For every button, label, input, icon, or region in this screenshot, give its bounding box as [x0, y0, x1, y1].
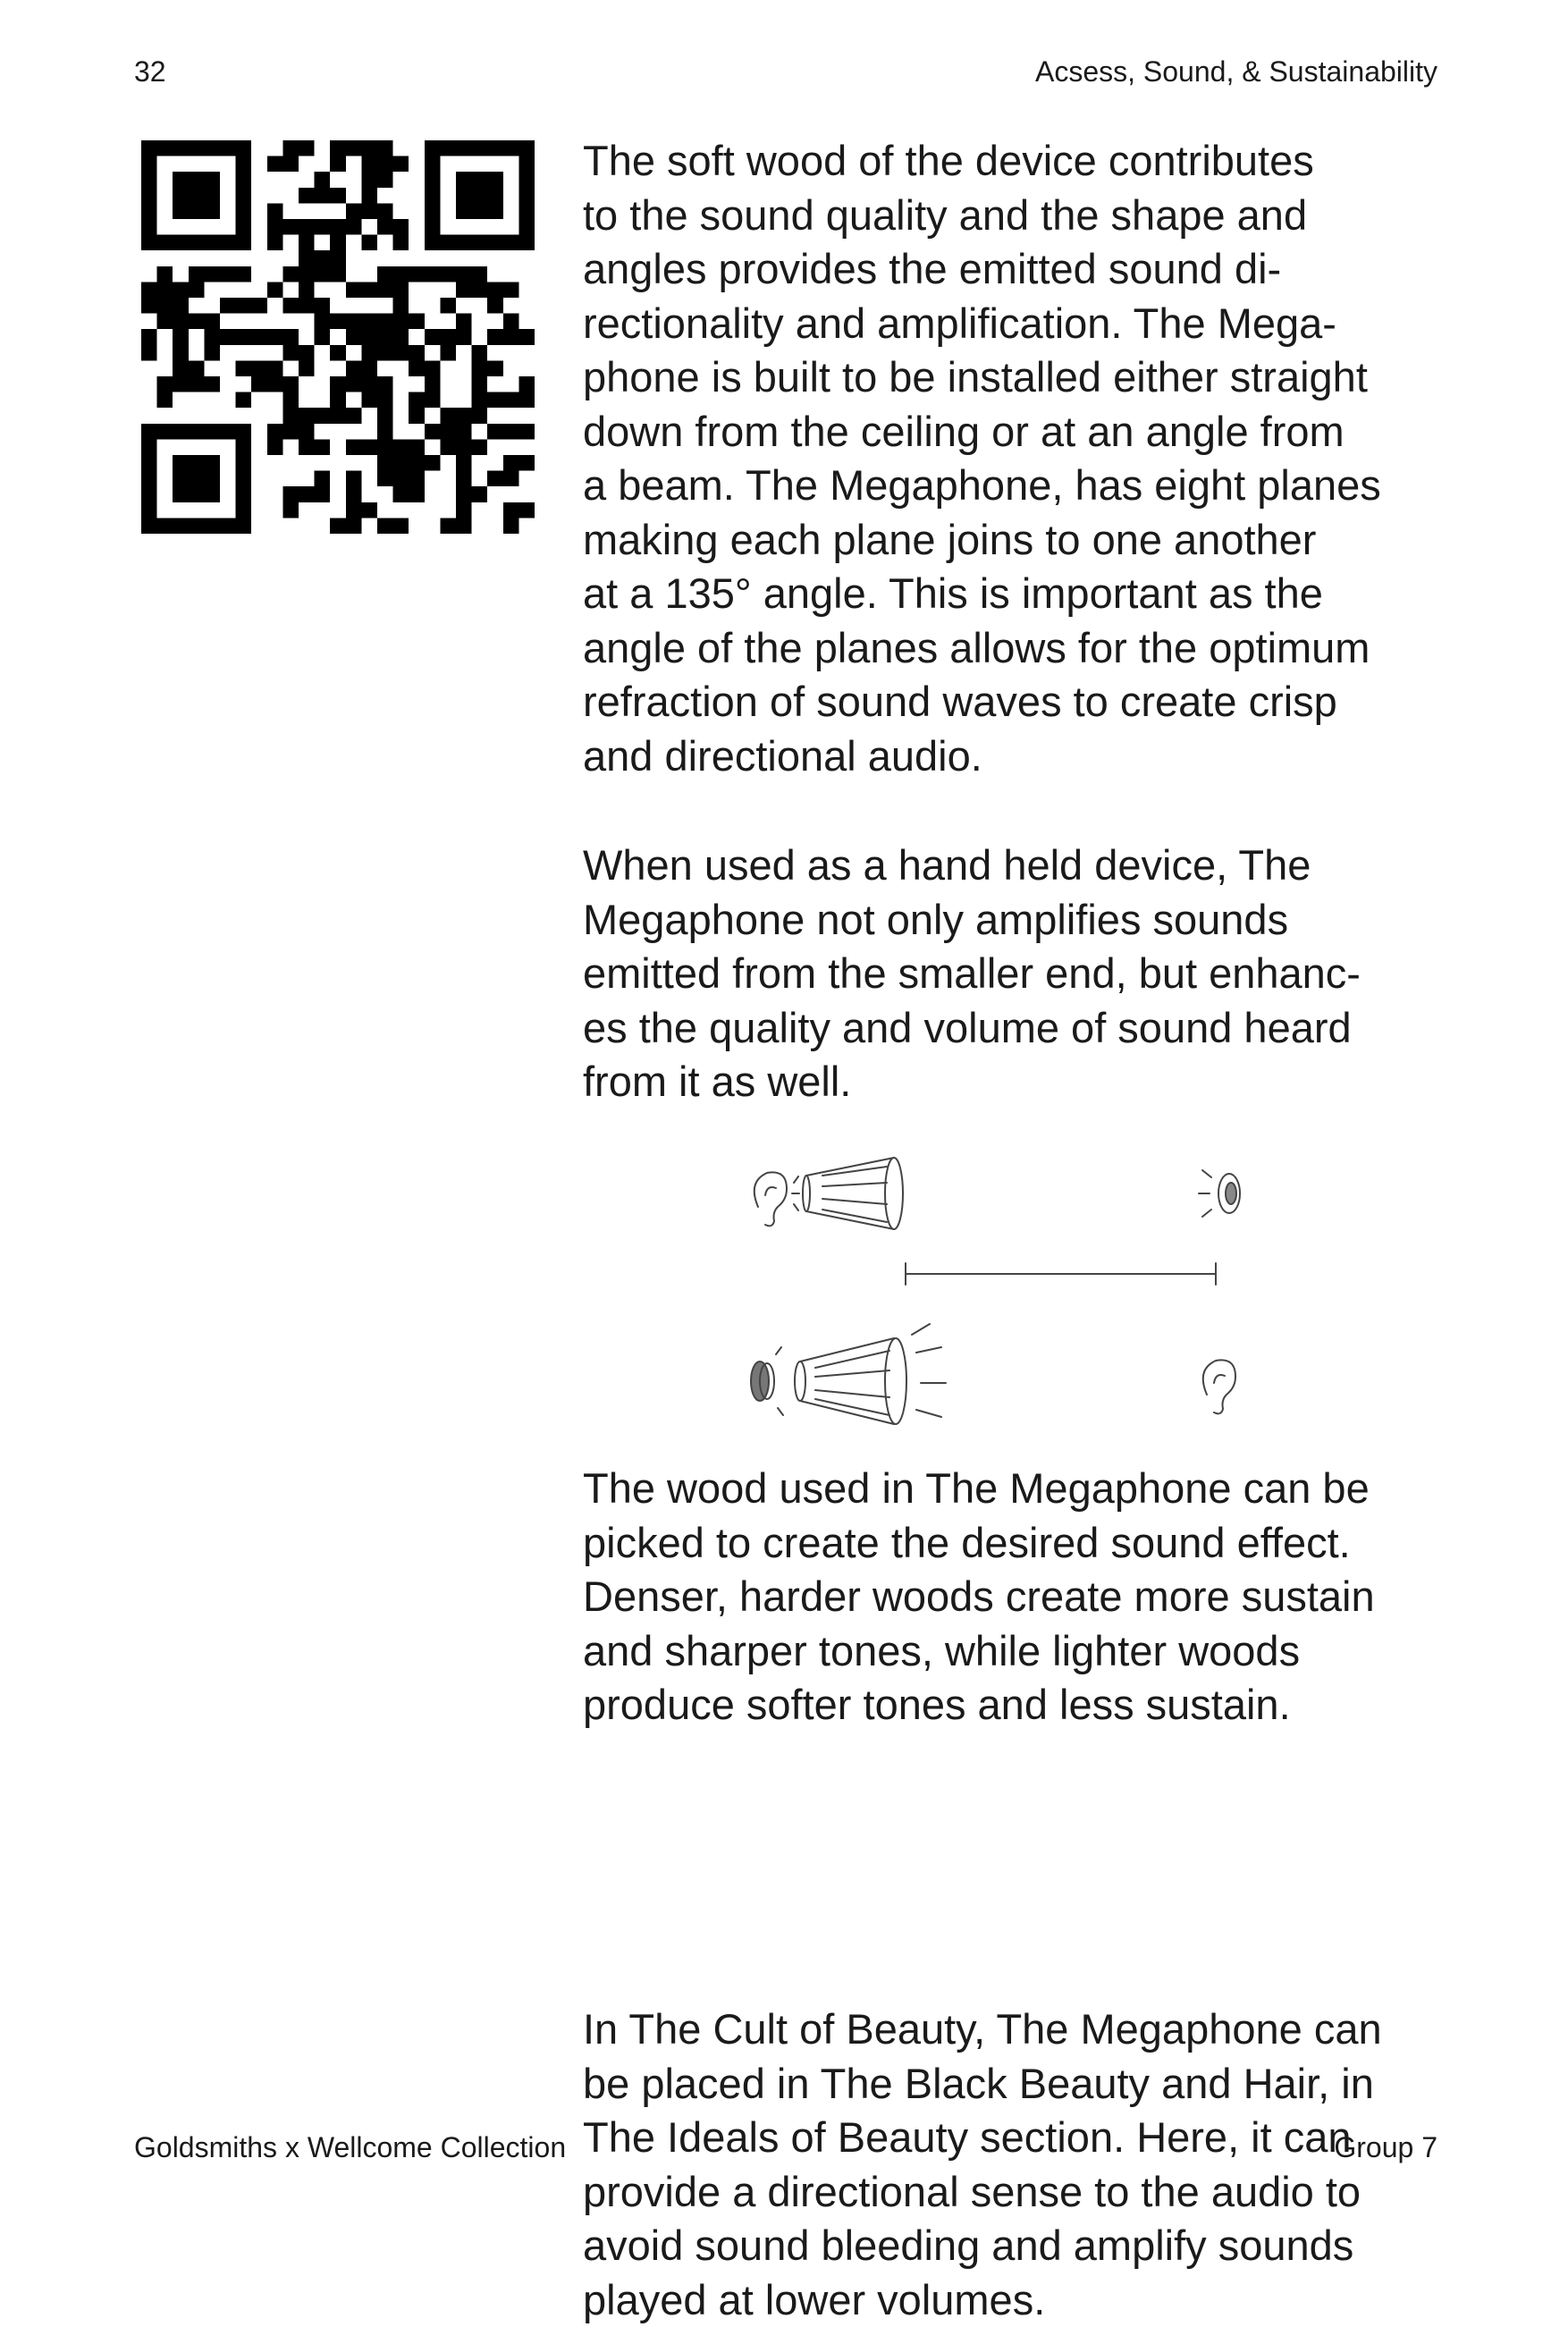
megaphone-icon — [795, 1324, 946, 1424]
body-paragraph-3: The wood used in The Megaphone can be picked to create the desired sound effect. Denser, harder woods create more sustain and sharper tones, while lighter woods produce softer tones and less sustain. — [583, 1464, 1375, 1728]
body-paragraph-1: The soft wood of the device contributes to the sound quality and the shape and angles provides the emitted sound di- rectionality and amplification. The Mega- phone is built to be installed either straight down from the ceiling or at an angle from a beam. The Megaphone, has eight planes making each plane joins to one another at a 135° angle. This is important as the angle of the planes allows for the optimum refraction of sound waves to create crisp and directional audio. — [583, 137, 1381, 780]
footer-left: Goldsmiths x Wellcome Collection — [134, 2131, 567, 2163]
footer-right: Group 7 — [1334, 2131, 1437, 2163]
body-paragraph-4: In The Cult of Beauty, The Megaphone can be placed in The Black Beauty and Hair, in The Ideals of Beauty section. Here, it can provide a directional sense to the audio to avoid sound bleeding and amplify sounds played at lower volumes. — [583, 2005, 1382, 2323]
speaker-icon — [751, 1347, 783, 1415]
ear-icon — [754, 1172, 787, 1226]
megaphone-icon — [792, 1158, 903, 1229]
megaphone-diagram — [733, 1140, 1269, 1444]
running-title: Acsess, Sound, & Sustainability — [1034, 55, 1437, 88]
speaker-icon — [1199, 1170, 1240, 1217]
qr-code-icon[interactable] — [141, 140, 535, 534]
distance-bar-icon — [906, 1263, 1216, 1285]
body-paragraph-2: When used as a hand held device, The Megaphone not only amplifies sounds emitted from the smaller end, but enhanc- es the quality and volume of sound heard from it as well. — [583, 841, 1361, 1105]
ear-icon — [1203, 1360, 1235, 1413]
page-number: 32 — [134, 55, 166, 88]
